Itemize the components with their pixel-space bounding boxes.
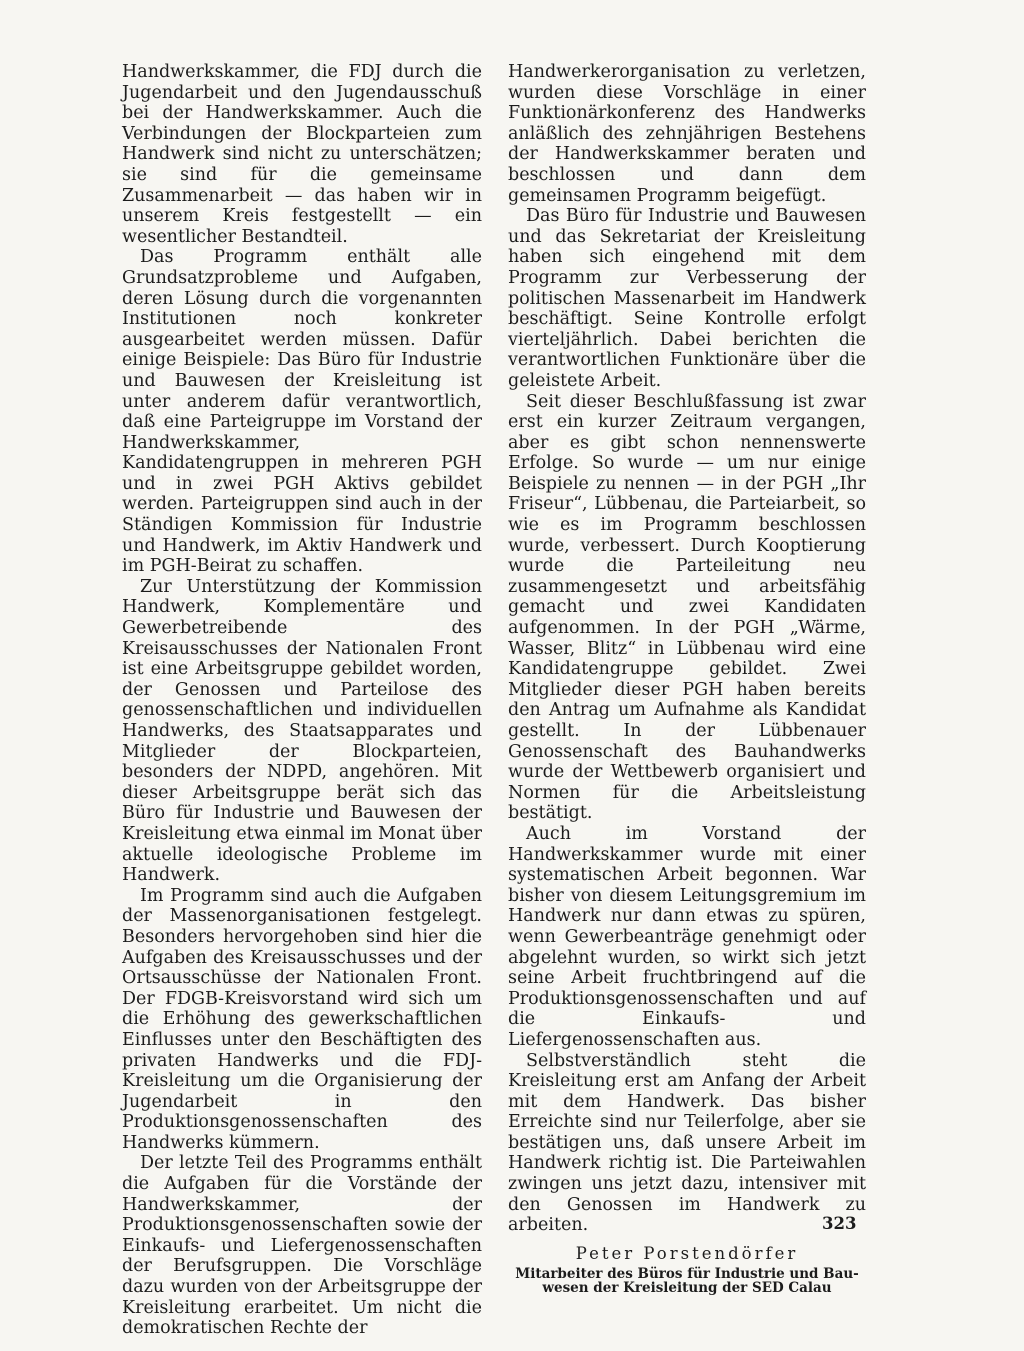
author-name: Peter Porstendörfer (575, 1243, 799, 1263)
page-number: 323 (822, 1214, 857, 1233)
paragraph: Der letzte Teil des Programms enthält die Aufgaben für die Vorstände der Handwerkskammer, der Produktionsgenossenschaften sowie der Einkaufs- und Liefergenossenschaften der Berufsgruppen. Die Vorschläge dazu wurden von der Arbeitsgruppe der Kreisleitung erarbeitet. Um nicht die demokratischen Rechte der (122, 1153, 482, 1339)
paragraph: Selbstverständlich steht die Kreisleitung erst am Anfang der Arbeit mit dem Handwerk. Das bisher Erreichte sind nur Teilerfolge, aber sie bestätigen uns, daß unsere Arbeit im Handwerk richtig ist. Die Parteiwahlen zwingen uns jetzt dazu, intensiver mit den Genossen im Handwerk zu arbeiten. (508, 1050, 866, 1236)
paragraph: Im Programm sind auch die Aufgaben der Massenorganisationen festgelegt. Besonders hervorgehoben sind hier die Aufgaben des Kreisausschusses und der Ortsausschüsse der Nationalen Front. Der FDGB-Kreisvorstand wird sich um die Erhöhung des gewerkschaftlichen Einflusses unter den Beschäftigten des privaten Handwerks und die FDJ-Kreisleitung um die Organisierung der Jugendarbeit in den Produktionsgenossenschaften des Handwerks kümmern. (122, 885, 482, 1153)
paragraph: Handwerkskammer, die FDJ durch die Jugendarbeit und den Jugendausschuß bei der Handwerkskammer. Auch die Verbindungen der Blockparteien zum Handwerk sind nicht zu unterschätzen; sie sind für die gemeinsame Zusammenarbeit — das haben wir in unserem Kreis festgestellt — ein wesentlicher Bestandteil. (122, 62, 482, 247)
paragraph: Seit dieser Beschlußfassung ist zwar erst ein kurzer Zeitraum vergangen, aber es gibt schon nennenswerte Erfolge. So wurde — um nur einige Beispiele zu nennen — in der PGH „Ihr Friseur“, Lübbenau, die Parteiarbeit, so wie es im Programm beschlossen wurde, verbessert. Durch Kooptierung wurde die Parteileitung neu zusammengesetzt und arbeitsfähig gemacht und zwei Kandidaten aufgenommen. In der PGH „Wärme, Wasser, Blitz“ in Lübbenau wird eine Kandidatengruppe gebildet. Zwei Mitglieder dieser PGH haben bereits den Antrag um Aufnahme als Kandidat gestellt. In der Lübbenauer Genossenschaft des Bauhandwerks wurde der Wettbewerb organisiert und Normen für die Arbeitsleistung bestätigt. (508, 391, 866, 824)
paragraph: Zur Unterstützung der Kommission Handwerk, Komplementäre und Gewerbetreibende des Kreisausschusses der Nationalen Front ist eine Arbeitsgruppe gebildet worden, der Genossen und Parteilose des genossenschaftlichen und individuellen Handwerks, des Staatsapparates und Mitglieder der Blockparteien, besonders der NDPD, angehören. Mit dieser Arbeitsgruppe berät sich das Büro für Industrie und Bauwesen der Kreisleitung etwa einmal im Monat über aktuelle ideologische Probleme im Handwerk. (122, 576, 482, 886)
affiliation-line: Mitarbeiter des Büros für Industrie und Bau- (515, 1266, 859, 1283)
paragraph: Das Büro für Industrie und Bauwesen und das Sekretariat der Kreisleitung haben sich eingehend mit dem Programm zur Verbesserung der politischen Massenarbeit im Handwerk beschäftigt. Seine Kontrolle erfolgt vierteljährlich. Dabei berichten die verantwortlichen Funktionäre über die geleistete Arbeit. (508, 206, 866, 391)
left-column (122, 62, 482, 1339)
paragraph: Das Programm enthält alle Grundsatzprobleme und Aufgaben, deren Lösung durch die vorgenannten Institutionen noch konkreter ausgearbeitet werden müssen. Dafür einige Beispiele: Das Büro für Industrie und Bauwesen der Kreisleitung ist unter anderem dafür verantwortlich, daß eine Parteigruppe im Vorstand der Handwerkskammer, Kandidatengruppen in mehreren PGH und in zwei PGH Aktivs gebildet werden. Parteigruppen sind auch in der Ständigen Kommission für Industrie und Handwerk, im Aktiv Handwerk und im PGH-Beirat zu schaffen. (122, 247, 482, 577)
author-affiliation (508, 1267, 866, 1295)
paragraph: Auch im Vorstand der Handwerkskammer wurde mit einer systematischen Arbeit begonnen. War bisher von diesem Leitungsgremium im Handwerk nur dann etwas zu spüren, wenn Gewerbeanträge genehmigt oder abgelehnt wurden, so wirkt sich jetzt seine Arbeit fruchtbringend auf die Produktionsgenossenschaften und auf die Einkaufs- und Liefergenossenschaften aus. (508, 823, 866, 1050)
affiliation-line: wesen der Kreisleitung der SED Calau (542, 1280, 832, 1297)
right-column (508, 62, 866, 1295)
paragraph: Handwerkerorganisation zu verletzen, wurden diese Vorschläge in einer Funktionärkonferenz des Handwerks anläßlich des zehnjährigen Bestehens der Handwerkskammer beraten und beschlossen und dann dem gemeinsamen Programm beigefügt. (508, 62, 866, 206)
